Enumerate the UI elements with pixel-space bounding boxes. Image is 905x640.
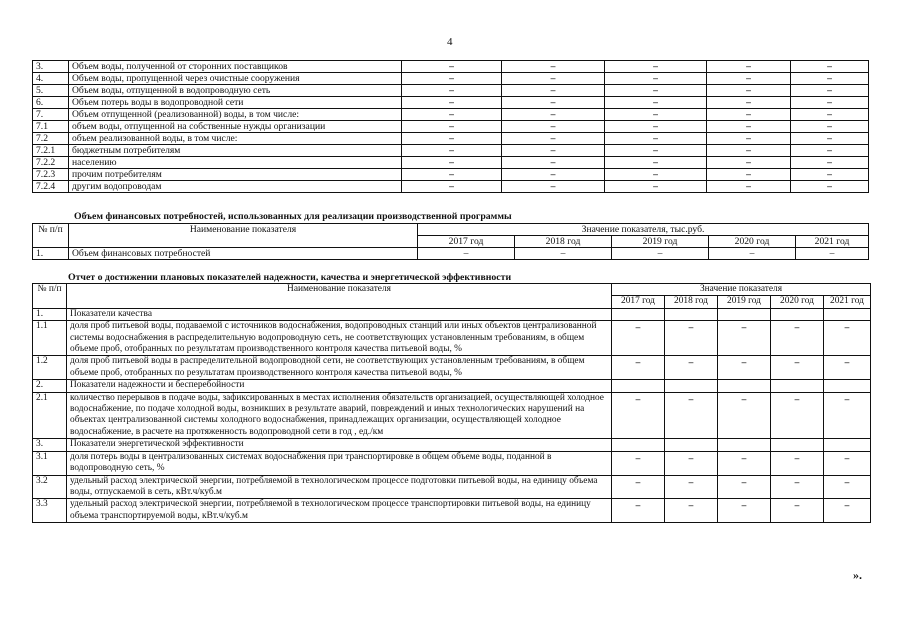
row-name: доля потерь воды в централизованных системах водоснабжения при транспортировке в общем объеме воды, поданной в водопроводную сеть, % bbox=[67, 451, 612, 475]
row-value: – bbox=[502, 133, 605, 145]
row-value: – bbox=[612, 356, 665, 380]
row-name: Объем воды, пропущенной через очистные сооружения bbox=[69, 73, 402, 85]
header-num: № п/п bbox=[33, 284, 67, 309]
table-row bbox=[33, 356, 871, 380]
row-number: 1.1 bbox=[33, 321, 67, 356]
table-row bbox=[33, 133, 869, 145]
row-name: количество перерывов в подаче воды, зафиксированных в местах исполнения обязательств организацией, осуществляющей холодное водоснабжение, по подаче холодной воды, возникших в результате аварий, повреждений и иных технологических нарушений на объектах централизованной системы холодного водоснабжения, принадлежащих организации, осуществляющей холодное водоснабжение, в расчете на протяженность водопроводной сети в год , ед./км bbox=[67, 392, 612, 439]
year-header: 2017 год bbox=[612, 296, 665, 308]
row-name: Объем воды, полученной от сторонних поставщиков bbox=[69, 61, 402, 73]
row-value: – bbox=[791, 97, 869, 109]
empty-cell bbox=[612, 439, 665, 451]
empty-cell bbox=[771, 439, 824, 451]
table-row bbox=[33, 181, 869, 193]
row-value: – bbox=[791, 181, 869, 193]
row-value: – bbox=[605, 157, 707, 169]
indicators-report-table bbox=[32, 283, 871, 523]
row-number: 7. bbox=[33, 109, 69, 121]
row-value: – bbox=[402, 73, 502, 85]
table-row bbox=[33, 145, 869, 157]
header-value: Значение показателя bbox=[612, 284, 871, 296]
row-number: 3. bbox=[33, 61, 69, 73]
table-row bbox=[33, 73, 869, 85]
row-value: – bbox=[605, 169, 707, 181]
row-value: – bbox=[605, 181, 707, 193]
row-value: – bbox=[707, 133, 791, 145]
table-row bbox=[33, 169, 869, 181]
row-value: – bbox=[605, 97, 707, 109]
closing-quote-mark: ». bbox=[853, 568, 862, 582]
financial-needs-table bbox=[32, 223, 869, 260]
row-name: Объем отпущенной (реализованной) воды, в том числе: bbox=[69, 109, 402, 121]
row-value: – bbox=[707, 97, 791, 109]
row-number: 7.2.1 bbox=[33, 145, 69, 157]
table-row bbox=[33, 451, 871, 475]
row-name: Показатели надежности и бесперебойности bbox=[67, 380, 612, 392]
row-name: бюджетным потребителям bbox=[69, 145, 402, 157]
row-value: – bbox=[771, 356, 824, 380]
row-value: – bbox=[791, 157, 869, 169]
row-value: – bbox=[771, 392, 824, 439]
row-value: – bbox=[502, 73, 605, 85]
row-value: – bbox=[718, 321, 771, 356]
row-value: – bbox=[824, 451, 871, 475]
row-value: – bbox=[605, 73, 707, 85]
table-row bbox=[33, 97, 869, 109]
row-number: 3.3 bbox=[33, 499, 67, 523]
row-value: – bbox=[665, 475, 718, 499]
row-value: – bbox=[612, 321, 665, 356]
row-name: Показатели энергетической эффективности bbox=[67, 439, 612, 451]
year-header: 2021 год bbox=[824, 296, 871, 308]
empty-cell bbox=[718, 308, 771, 320]
row-number: 7.2.4 bbox=[33, 181, 69, 193]
row-value: – bbox=[665, 392, 718, 439]
row-value: – bbox=[502, 61, 605, 73]
row-value: – bbox=[771, 475, 824, 499]
row-number: 5. bbox=[33, 85, 69, 97]
row-value: – bbox=[402, 121, 502, 133]
row-value: – bbox=[791, 109, 869, 121]
year-header: 2021 год bbox=[796, 236, 869, 248]
row-value: – bbox=[665, 451, 718, 475]
header-num: № п/п bbox=[33, 224, 69, 248]
row-value: – bbox=[707, 73, 791, 85]
row-value: – bbox=[796, 248, 869, 260]
empty-cell bbox=[612, 308, 665, 320]
row-name: доля проб питьевой воды в распределительной водопроводной сети, не соответствующих установленным требованиям, в общем объеме проб, отобранных по результатам производственного контроля качества питьевой воды, % bbox=[67, 356, 612, 380]
row-value: – bbox=[402, 169, 502, 181]
section-row bbox=[33, 380, 871, 392]
row-value: – bbox=[502, 85, 605, 97]
row-value: – bbox=[771, 451, 824, 475]
row-value: – bbox=[402, 181, 502, 193]
row-value: – bbox=[791, 85, 869, 97]
empty-cell bbox=[718, 439, 771, 451]
row-value: – bbox=[791, 73, 869, 85]
production-volume-table bbox=[32, 60, 869, 193]
row-name: Объем потерь воды в водопроводной сети bbox=[69, 97, 402, 109]
row-value: – bbox=[771, 321, 824, 356]
row-name: удельный расход электрической энергии, потребляемой в технологическом процессе подготовки питьевой воды, на единицу объема воды, отпускаемой в сеть, кВт.ч/куб.м bbox=[67, 475, 612, 499]
row-value: – bbox=[605, 85, 707, 97]
row-value: – bbox=[502, 145, 605, 157]
row-number: 1. bbox=[33, 248, 69, 260]
row-value: – bbox=[824, 356, 871, 380]
row-number: 7.1 bbox=[33, 121, 69, 133]
row-value: – bbox=[605, 133, 707, 145]
financial-needs-caption: Объем финансовых потребностей, использованных для реализации производственной программы bbox=[74, 211, 512, 222]
row-value: – bbox=[605, 145, 707, 157]
table-row bbox=[33, 157, 869, 169]
row-value: – bbox=[824, 475, 871, 499]
row-value: – bbox=[605, 61, 707, 73]
row-value: – bbox=[824, 499, 871, 523]
row-value: – bbox=[791, 169, 869, 181]
year-header: 2019 год bbox=[612, 236, 709, 248]
row-value: – bbox=[718, 356, 771, 380]
row-number: 7.2 bbox=[33, 133, 69, 145]
row-value: – bbox=[709, 248, 796, 260]
row-value: – bbox=[612, 451, 665, 475]
row-number: 1.2 bbox=[33, 356, 67, 380]
section-row bbox=[33, 439, 871, 451]
row-name: другим водопроводам bbox=[69, 181, 402, 193]
row-name: населению bbox=[69, 157, 402, 169]
table-row bbox=[33, 475, 871, 499]
row-number: 6. bbox=[33, 97, 69, 109]
row-value: – bbox=[707, 169, 791, 181]
table-row bbox=[33, 248, 869, 260]
row-value: – bbox=[402, 61, 502, 73]
row-value: – bbox=[665, 321, 718, 356]
row-value: – bbox=[605, 109, 707, 121]
row-value: – bbox=[718, 451, 771, 475]
row-value: – bbox=[718, 392, 771, 439]
row-value: – bbox=[718, 475, 771, 499]
row-value: – bbox=[824, 321, 871, 356]
table-row bbox=[33, 392, 871, 439]
row-value: – bbox=[418, 248, 515, 260]
empty-cell bbox=[771, 308, 824, 320]
row-number: 3. bbox=[33, 439, 67, 451]
row-name: Показатели качества bbox=[67, 308, 612, 320]
row-number: 2.1 bbox=[33, 392, 67, 439]
row-number: 4. bbox=[33, 73, 69, 85]
year-header: 2020 год bbox=[771, 296, 824, 308]
row-number: 1. bbox=[33, 308, 67, 320]
empty-cell bbox=[665, 380, 718, 392]
row-value: – bbox=[707, 61, 791, 73]
row-value: – bbox=[824, 392, 871, 439]
row-value: – bbox=[502, 97, 605, 109]
header-name: Наименование показателя bbox=[67, 284, 612, 309]
row-value: – bbox=[707, 181, 791, 193]
row-number: 2. bbox=[33, 380, 67, 392]
row-value: – bbox=[665, 356, 718, 380]
row-name: объем реализованной воды, в том числе: bbox=[69, 133, 402, 145]
row-value: – bbox=[515, 248, 612, 260]
empty-cell bbox=[612, 380, 665, 392]
row-value: – bbox=[502, 121, 605, 133]
row-value: – bbox=[502, 169, 605, 181]
row-value: – bbox=[402, 157, 502, 169]
row-value: – bbox=[791, 121, 869, 133]
row-value: – bbox=[707, 145, 791, 157]
table-row bbox=[33, 121, 869, 133]
row-name: доля проб питьевой воды, подаваемой с источников водоснабжения, водопроводных станций или иных объектов централизованной системы водоснабжения в распределительную водопроводную сеть, не соответствующих установленным требованиям, в общем объеме проб, отобранных по результатам производственного контроля качества питьевой воды, % bbox=[67, 321, 612, 356]
year-header: 2018 год bbox=[515, 236, 612, 248]
year-header: 2018 год bbox=[665, 296, 718, 308]
indicators-report-caption: Отчет о достижении плановых показателей надежности, качества и энергетической эффективности bbox=[68, 272, 512, 283]
row-value: – bbox=[612, 248, 709, 260]
row-number: 7.2.3 bbox=[33, 169, 69, 181]
empty-cell bbox=[824, 380, 871, 392]
row-number: 7.2.2 bbox=[33, 157, 69, 169]
row-value: – bbox=[718, 499, 771, 523]
empty-cell bbox=[665, 439, 718, 451]
header-value: Значение показателя, тыс.руб. bbox=[418, 224, 869, 236]
row-value: – bbox=[402, 145, 502, 157]
row-value: – bbox=[612, 499, 665, 523]
year-header: 2020 год bbox=[709, 236, 796, 248]
row-value: – bbox=[791, 133, 869, 145]
row-value: – bbox=[707, 157, 791, 169]
row-number: 3.2 bbox=[33, 475, 67, 499]
row-value: – bbox=[791, 145, 869, 157]
row-value: – bbox=[502, 181, 605, 193]
row-name: прочим потребителям bbox=[69, 169, 402, 181]
row-name: Объем воды, отпущенной в водопроводную сеть bbox=[69, 85, 402, 97]
row-value: – bbox=[402, 97, 502, 109]
row-value: – bbox=[707, 109, 791, 121]
header-name: Наименование показателя bbox=[69, 224, 418, 248]
row-value: – bbox=[605, 121, 707, 133]
row-value: – bbox=[707, 121, 791, 133]
page-number: 4 bbox=[447, 36, 453, 48]
row-value: – bbox=[402, 85, 502, 97]
row-name: Объем финансовых потребностей bbox=[69, 248, 418, 260]
row-value: – bbox=[612, 475, 665, 499]
empty-cell bbox=[824, 439, 871, 451]
table-row bbox=[33, 85, 869, 97]
empty-cell bbox=[665, 308, 718, 320]
empty-cell bbox=[824, 308, 871, 320]
table-row bbox=[33, 109, 869, 121]
row-name: объем воды, отпущенной на собственные нужды организации bbox=[69, 121, 402, 133]
table-row bbox=[33, 61, 869, 73]
row-value: – bbox=[502, 109, 605, 121]
row-value: – bbox=[791, 61, 869, 73]
row-value: – bbox=[402, 133, 502, 145]
year-header: 2017 год bbox=[418, 236, 515, 248]
row-value: – bbox=[612, 392, 665, 439]
section-row bbox=[33, 308, 871, 320]
row-value: – bbox=[402, 109, 502, 121]
empty-cell bbox=[718, 380, 771, 392]
empty-cell bbox=[771, 380, 824, 392]
row-number: 3.1 bbox=[33, 451, 67, 475]
row-name: удельный расход электрической энергии, потребляемой в технологическом процессе транспортировки питьевой воды, на единицу объема транспортируемой воды, кВт.ч/куб.м bbox=[67, 499, 612, 523]
row-value: – bbox=[665, 499, 718, 523]
row-value: – bbox=[502, 157, 605, 169]
table-row bbox=[33, 499, 871, 523]
year-header: 2019 год bbox=[718, 296, 771, 308]
table-row bbox=[33, 321, 871, 356]
row-value: – bbox=[771, 499, 824, 523]
row-value: – bbox=[707, 85, 791, 97]
